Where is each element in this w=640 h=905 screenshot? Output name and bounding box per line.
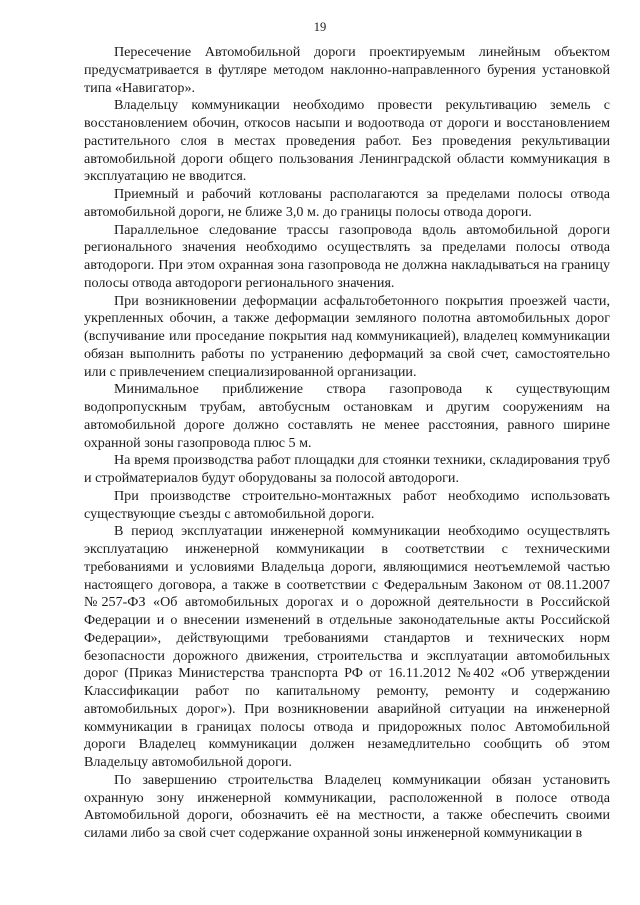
paragraph: В период эксплуатации инженерной коммуникации необходимо осуществлять эксплуатацию инженерной коммуникации в соответствии с техническими требованиями и условиями Владельца дороги, являющимися неотъемлемой частью настоящего договора, а также в соответствии с Федеральным Законом от 08.11.2007 №257-ФЗ «Об автомобильных дорогах и о дорожной деятельности в Российской Федерации и о внесении изменений в отдельные законодательные акты Российской Федерации», действующими требованиями стандартов и технических норм безопасности дорожного движения, строительства и эксплуатации автомобильных дорог (Приказ Министерства транспорта РФ от 16.11.2012 №402 «Об утверждении Классификации работ по капитальному ремонту, ремонту и содержанию автомобильных дорог»). При возникновении аварийной ситуации на инженерной коммуникации в границах полосы отвода и придорожных полос Автомобильной дороги Владелец коммуникации должен незамедлительно сообщить об этом Владельцу автомобильной дороги. <box>84 523 610 770</box>
paragraph: При возникновении деформации асфальтобетонного покрытия проезжей части, укрепленных обочин, а также деформации земляного полотна автомобильных дорог (вспучивание или проседание покрытия над коммуникацией), владелец коммуникации обязан выполнить работы по устранению деформаций за свой счет, самостоятельно или с привлечением специализированной организации. <box>84 292 610 380</box>
paragraph: Пересечение Автомобильной дороги проектируемым линейным объектом предусматривается в футляре методом наклонно-направленного бурения установкой типа «Навигатор». <box>84 44 610 96</box>
paragraph: На время производства работ площадки для стоянки техники, складирования труб и стройматериалов будут оборудованы за полосой автодороги. <box>84 452 610 486</box>
paragraph: Минимальное приближение створа газопровода к существующим водопропускным трубам, автобусным остановкам и другим сооружениям на автомобильной дороге должно составлять не менее расстояния, равного ширине охранной зоны газопровода плюс 5 м. <box>84 381 610 451</box>
paragraph: При производстве строительно-монтажных работ необходимо использовать существующие съезды с автомобильной дороги. <box>84 487 610 522</box>
page-number: 19 <box>313 20 327 34</box>
paragraph: Параллельное следование трассы газопровода вдоль автомобильной дороги регионального значения необходимо осуществлять за пределами полосы отвода автодороги. При этом охранная зона газопровода не должна накладываться на границу полосы отвода автодороги регионального значения. <box>84 221 610 291</box>
body-text <box>84 44 610 843</box>
paragraph: Владельцу коммуникации необходимо провести рекультивацию земель с восстановлением обочин, откосов насыпи и водоотвода от дороги и восстановлением растительного слоя в местах проведения работ. Без проведения рекультивации автомобильной дороги общего пользования Ленинградской области коммуникация в эксплуатацию не вводится. <box>84 97 610 185</box>
paragraph: По завершению строительства Владелец коммуникации обязан установить охранную зону инженерной коммуникации, расположенной в полосе отвода Автомобильной дороги, обозначить её на местности, а также обеспечить своими силами либо за свой счет содержание охранной зоны инженерной коммуникации в <box>84 771 610 841</box>
paragraph: Приемный и рабочий котлованы располагаются за пределами полосы отвода автомобильной дороги, не ближе 3,0 м. до границы полосы отвода дороги. <box>84 186 610 220</box>
